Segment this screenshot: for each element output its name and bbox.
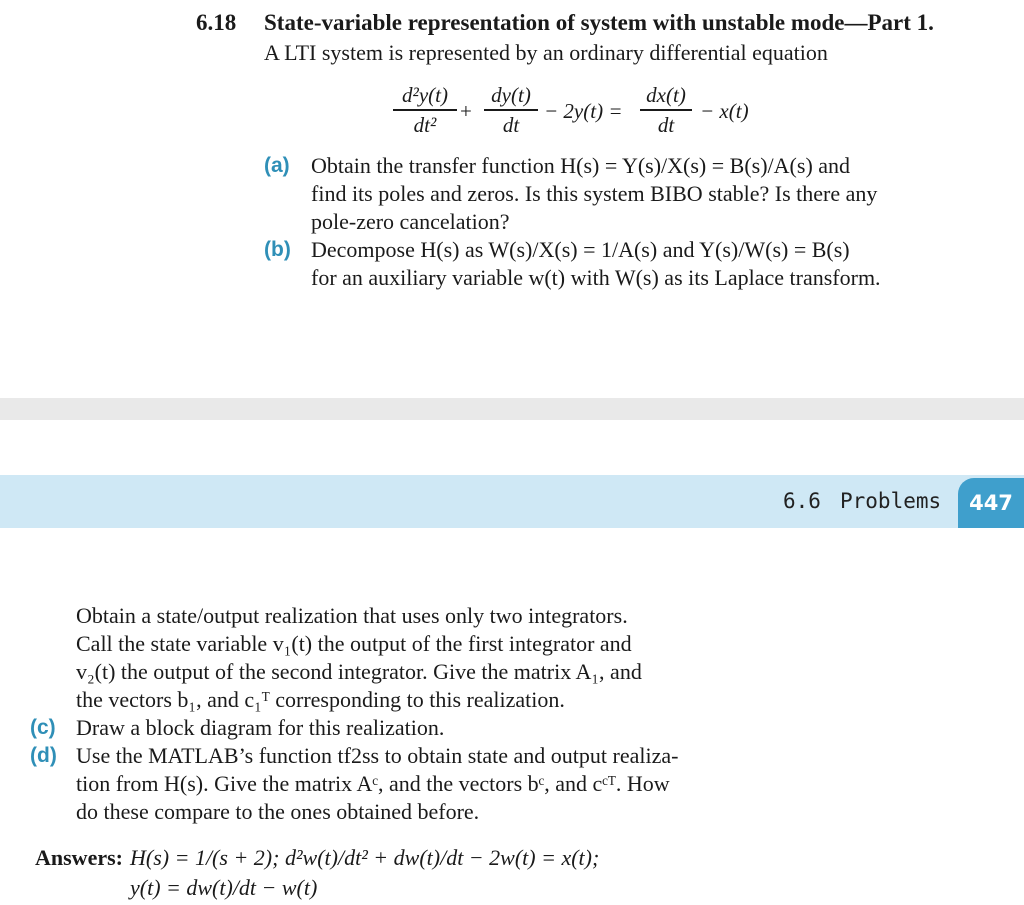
problem-number: 6.18 xyxy=(196,10,237,35)
part-c-line-1: Draw a block diagram for this realization. xyxy=(76,715,445,740)
page-number-tab: 447 xyxy=(958,478,1024,528)
answers-line-2: y(t) = dw(t)/dt − w(t) xyxy=(130,875,318,900)
part-b-line-6: the vectors b₁, and c₁ᵀ corresponding to this realization. xyxy=(76,687,565,712)
page-separator xyxy=(0,398,1024,420)
part-b-label: (b) xyxy=(264,238,291,261)
part-c-label: (c) xyxy=(30,716,56,739)
part-d-line-3: do these compare to the ones obtained before. xyxy=(76,799,480,824)
part-b-line-4: Call the state variable v₁(t) the output of the first integrator and xyxy=(76,631,632,656)
part-d-line-2: tion from H(s). Give the matrix Aᶜ, and the vectors bᶜ, and cᶜᵀ. How xyxy=(76,771,670,796)
equation-denominator: dt xyxy=(657,112,675,137)
part-d-line-1: Use the MATLAB’s function tf2ss to obtain state and output realiza- xyxy=(76,743,679,768)
part-a-line-1: Obtain the transfer function H(s) = Y(s)/X(s) = B(s)/A(s) and xyxy=(311,153,851,178)
equation-term-second-derivative xyxy=(393,82,457,138)
part-a-line-3: pole-zero cancelation? xyxy=(311,209,510,234)
running-header-section: 6.6 xyxy=(783,489,821,513)
part-b-line-3: Obtain a state/output realization that uses only two integrators. xyxy=(76,603,628,628)
equation-term-first-derivative xyxy=(484,82,538,138)
equation-denominator: dt² xyxy=(413,112,437,137)
problem-title: State-variable representation of system with unstable mode—Part 1. xyxy=(264,10,934,35)
equation-denominator: dt xyxy=(502,112,520,137)
answers-label: Answers: xyxy=(35,845,123,870)
equation-numerator: dy(t) xyxy=(491,83,531,107)
part-b-line-1: Decompose H(s) as W(s)/X(s) = 1/A(s) and Y(s)/W(s) = B(s) xyxy=(311,237,850,262)
equation-tail: − x(t) xyxy=(700,99,749,123)
answers-line-1: H(s) = 1/(s + 2); d²w(t)/dt² + dw(t)/dt − 2w(t) = x(t); xyxy=(130,845,600,870)
part-a-label: (a) xyxy=(264,154,290,177)
running-header-title: Problems xyxy=(840,489,942,513)
part-b-line-5: v₂(t) the output of the second integrator. Give the matrix A₁, and xyxy=(76,659,642,684)
part-d-label: (d) xyxy=(30,744,57,767)
equation-term-input-derivative xyxy=(640,82,692,138)
equation-numerator: d²y(t) xyxy=(402,83,448,107)
problem-intro: A LTI system is represented by an ordinary differential equation xyxy=(264,40,828,65)
equation-plus: + xyxy=(460,99,472,123)
equation-numerator: dx(t) xyxy=(646,83,686,107)
equation-middle: − 2y(t) = xyxy=(544,99,623,123)
part-a-line-2: find its poles and zeros. Is this system BIBO stable? Is there any xyxy=(311,181,878,206)
part-b-line-2: for an auxiliary variable w(t) with W(s) as its Laplace transform. xyxy=(311,265,881,290)
